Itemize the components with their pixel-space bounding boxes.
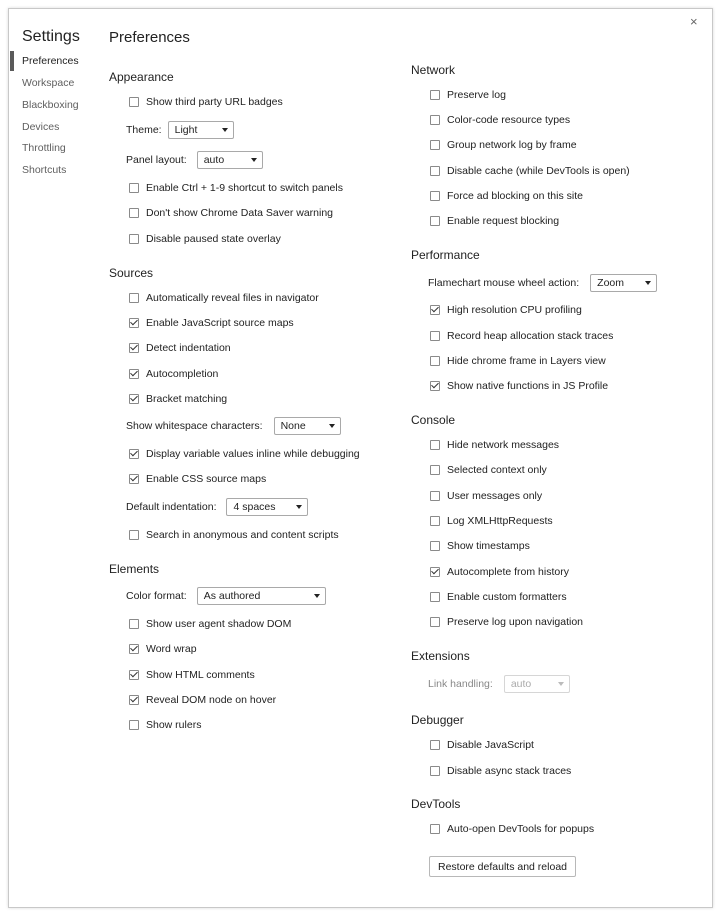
checkbox-box[interactable] (129, 474, 139, 484)
checkbox-box[interactable] (430, 305, 440, 315)
chevron-down-icon (329, 424, 335, 428)
checkbox-show-rulers[interactable] (129, 718, 201, 732)
checkbox-label: Show user agent shadow DOM (146, 618, 292, 630)
chevron-down-icon (558, 682, 564, 686)
indentation-select[interactable] (226, 498, 308, 516)
section-title-performance: Performance (411, 248, 480, 262)
panel-layout-setting (126, 150, 263, 170)
checkbox-box[interactable] (430, 115, 440, 125)
checkbox-ctrl-shortcut[interactable] (129, 181, 343, 195)
checkbox-label: User messages only (447, 490, 543, 502)
checkbox-label: Disable cache (while DevTools is open) (447, 165, 630, 177)
checkbox-box[interactable] (129, 293, 139, 303)
checkbox-label: Reveal DOM node on hover (146, 694, 277, 706)
checkbox-selected-context[interactable] (430, 463, 547, 477)
checkbox-auto-open-popups[interactable] (430, 822, 594, 836)
checkbox-label: Show native functions in JS Profile (447, 380, 609, 392)
checkbox-box[interactable] (430, 592, 440, 602)
checkbox-box[interactable] (430, 216, 440, 226)
indentation-setting (126, 497, 308, 517)
checkbox-box[interactable] (430, 166, 440, 176)
color-format-select[interactable] (197, 587, 326, 605)
checkbox-inline-values[interactable] (129, 447, 360, 461)
sidebar-item-blackboxing[interactable]: Blackboxing (22, 99, 79, 111)
checkbox-box[interactable] (129, 318, 139, 328)
theme-select-value: Light (174, 124, 198, 136)
checkbox-label: Autocompletion (146, 368, 219, 380)
checkbox-label: Detect indentation (146, 342, 231, 354)
checkbox-autocompletion[interactable] (129, 367, 218, 381)
checkbox-reveal-dom-node[interactable] (129, 693, 276, 707)
sidebar-title: Settings (22, 28, 80, 45)
checkbox-label: Record heap allocation stack traces (447, 330, 614, 342)
checkbox-box[interactable] (129, 695, 139, 705)
checkbox-heap-stack-traces[interactable] (430, 329, 613, 343)
checkbox-box[interactable] (129, 97, 139, 107)
whitespace-setting (126, 416, 341, 436)
restore-defaults-button[interactable]: Restore defaults and reload (429, 856, 576, 877)
checkbox-label: Enable Ctrl + 1-9 shortcut to switch panels (146, 182, 343, 194)
checkbox-label: Word wrap (146, 643, 197, 655)
checkbox-ad-blocking[interactable] (430, 189, 583, 203)
whitespace-label: Show whitespace characters: (126, 420, 263, 432)
checkbox-hide-network-messages[interactable] (430, 438, 559, 452)
panel-layout-select-value: auto (203, 154, 225, 166)
checkbox-anonymous-scripts[interactable] (129, 528, 339, 542)
link-handling-setting (428, 674, 570, 694)
checkbox-box[interactable] (129, 644, 139, 654)
flamechart-select[interactable] (590, 274, 657, 292)
checkbox-box[interactable] (430, 491, 440, 501)
sidebar-item-devices[interactable]: Devices (22, 121, 60, 133)
checkbox-high-res-cpu[interactable] (430, 303, 582, 317)
sidebar-selection-marker (10, 51, 14, 71)
section-title-appearance: Appearance (109, 70, 174, 84)
checkbox-label: Preserve log (447, 89, 506, 101)
theme-select[interactable] (168, 121, 234, 139)
checkbox-box[interactable] (129, 619, 139, 629)
checkbox-data-saver-warning[interactable] (129, 206, 333, 220)
section-title-console: Console (411, 413, 456, 427)
sidebar-item-shortcuts[interactable]: Shortcuts (22, 164, 67, 176)
theme-label: Theme: (126, 124, 162, 136)
whitespace-select-value: None (280, 420, 306, 432)
checkbox-bracket-matching[interactable] (129, 392, 227, 406)
checkbox-color-code-resources[interactable] (430, 113, 570, 127)
link-handling-label: Link handling: (428, 678, 493, 690)
indentation-label: Default indentation: (126, 501, 217, 513)
link-handling-select (504, 675, 570, 693)
checkbox-box[interactable] (430, 90, 440, 100)
checkbox-label: Enable JavaScript source maps (146, 317, 294, 329)
chevron-down-icon (251, 158, 257, 162)
checkbox-preserve-log-navigation[interactable] (430, 615, 583, 629)
checkbox-box[interactable] (430, 440, 440, 450)
checkbox-box[interactable] (129, 234, 139, 244)
checkbox-box[interactable] (430, 766, 440, 776)
checkbox-label: Log XMLHttpRequests (447, 515, 553, 527)
checkbox-label: Enable custom formatters (447, 591, 567, 603)
flamechart-label: Flamechart mouse wheel action: (428, 277, 580, 289)
checkbox-group-by-frame[interactable] (430, 138, 577, 152)
checkbox-box[interactable] (430, 140, 440, 150)
section-title-elements: Elements (109, 562, 160, 576)
chevron-down-icon (296, 505, 302, 509)
checkbox-box[interactable] (129, 720, 139, 730)
panel-layout-label: Panel layout: (126, 154, 187, 166)
checkbox-label: Enable CSS source maps (146, 473, 267, 485)
checkbox-label: Autocomplete from history (447, 566, 569, 578)
indentation-select-value: 4 spaces (233, 501, 276, 513)
sidebar-item-preferences[interactable]: Preferences (22, 55, 79, 67)
checkbox-label: Enable request blocking (447, 215, 560, 227)
whitespace-select[interactable] (274, 417, 341, 435)
chevron-down-icon (222, 128, 228, 132)
checkbox-request-blocking[interactable] (430, 214, 559, 228)
checkbox-shadow-dom[interactable] (129, 617, 291, 631)
section-title-debugger: Debugger (411, 713, 464, 727)
checkbox-box[interactable] (430, 567, 440, 577)
checkbox-label: Preserve log upon navigation (447, 616, 584, 628)
checkbox-box[interactable] (430, 541, 440, 551)
checkbox-hide-chrome-frame[interactable] (430, 354, 606, 368)
checkbox-label: Hide network messages (447, 439, 560, 451)
checkbox-autocomplete-history[interactable] (430, 565, 569, 579)
checkbox-word-wrap[interactable] (129, 642, 197, 656)
checkbox-label: Show rulers (146, 719, 202, 731)
checkbox-label: Disable JavaScript (447, 739, 534, 751)
flamechart-setting (428, 273, 657, 293)
checkbox-label: Disable paused state overlay (146, 233, 281, 245)
checkbox-show-timestamps[interactable] (430, 539, 530, 553)
checkbox-paused-overlay[interactable] (129, 232, 281, 246)
checkbox-box[interactable] (430, 356, 440, 366)
checkbox-box[interactable] (430, 331, 440, 341)
checkbox-label: Automatically reveal files in navigator (146, 292, 319, 304)
checkbox-css-source-maps[interactable] (129, 472, 266, 486)
checkbox-label: Force ad blocking on this site (447, 190, 583, 202)
section-title-network: Network (411, 63, 456, 77)
checkbox-box[interactable] (430, 740, 440, 750)
section-title-extensions: Extensions (411, 649, 470, 663)
checkbox-label: Color-code resource types (447, 114, 571, 126)
checkbox-label: Search in anonymous and content scripts (146, 529, 339, 541)
checkbox-box[interactable] (129, 530, 139, 540)
checkbox-label: Group network log by frame (447, 139, 577, 151)
checkbox-disable-cache[interactable] (430, 164, 630, 178)
checkbox-label: Selected context only (447, 464, 547, 476)
checkbox-user-messages[interactable] (430, 489, 542, 503)
checkbox-label: High resolution CPU profiling (447, 304, 582, 316)
checkbox-box[interactable] (430, 824, 440, 834)
page-title: Preferences (109, 29, 190, 46)
section-title-sources: Sources (109, 266, 154, 280)
checkbox-label: Auto-open DevTools for popups (447, 823, 595, 835)
checkbox-box[interactable] (430, 465, 440, 475)
checkbox-label: Show third party URL badges (146, 96, 283, 108)
checkbox-disable-async-traces[interactable] (430, 764, 571, 778)
checkbox-label: Disable async stack traces (447, 765, 572, 777)
checkbox-box[interactable] (129, 343, 139, 353)
checkbox-html-comments[interactable] (129, 668, 255, 682)
checkbox-preserve-log[interactable] (430, 88, 506, 102)
checkbox-reveal-files[interactable] (129, 291, 319, 305)
checkbox-js-source-maps[interactable] (129, 316, 294, 330)
checkbox-label: Show HTML comments (146, 669, 255, 681)
chevron-down-icon (314, 594, 320, 598)
checkbox-label: Don't show Chrome Data Saver warning (146, 207, 334, 219)
chevron-down-icon (645, 281, 651, 285)
checkbox-detect-indentation[interactable] (129, 341, 231, 355)
checkbox-custom-formatters[interactable] (430, 590, 567, 604)
link-handling-select-value: auto (510, 678, 532, 690)
checkbox-disable-javascript[interactable] (430, 738, 534, 752)
color-format-select-value: As authored (203, 590, 261, 602)
checkbox-box[interactable] (129, 670, 139, 680)
settings-dialog (8, 8, 713, 908)
color-format-label: Color format: (126, 590, 187, 602)
section-title-devtools: DevTools (411, 797, 461, 811)
checkbox-box[interactable] (129, 369, 139, 379)
checkbox-box[interactable] (129, 183, 139, 193)
color-format-setting (126, 586, 326, 606)
checkbox-box[interactable] (430, 191, 440, 201)
checkbox-box[interactable] (129, 394, 139, 404)
checkbox-box[interactable] (129, 208, 139, 218)
flamechart-select-value: Zoom (597, 277, 624, 289)
sidebar-item-workspace[interactable]: Workspace (22, 77, 75, 89)
checkbox-box[interactable] (430, 381, 440, 391)
checkbox-label: Display variable values inline while debugging (146, 448, 360, 460)
sidebar-item-throttling[interactable]: Throttling (22, 142, 66, 154)
checkbox-box[interactable] (430, 617, 440, 627)
checkbox-box[interactable] (430, 516, 440, 526)
checkbox-label: Show timestamps (447, 540, 530, 552)
checkbox-log-xhr[interactable] (430, 514, 553, 528)
close-icon[interactable]: × (690, 14, 698, 29)
checkbox-show-third-party-badges[interactable] (129, 95, 283, 109)
checkbox-native-functions[interactable] (430, 379, 608, 393)
checkbox-label: Bracket matching (146, 393, 228, 405)
checkbox-label: Hide chrome frame in Layers view (447, 355, 606, 367)
checkbox-box[interactable] (129, 449, 139, 459)
theme-setting (126, 120, 234, 140)
panel-layout-select[interactable] (197, 151, 263, 169)
